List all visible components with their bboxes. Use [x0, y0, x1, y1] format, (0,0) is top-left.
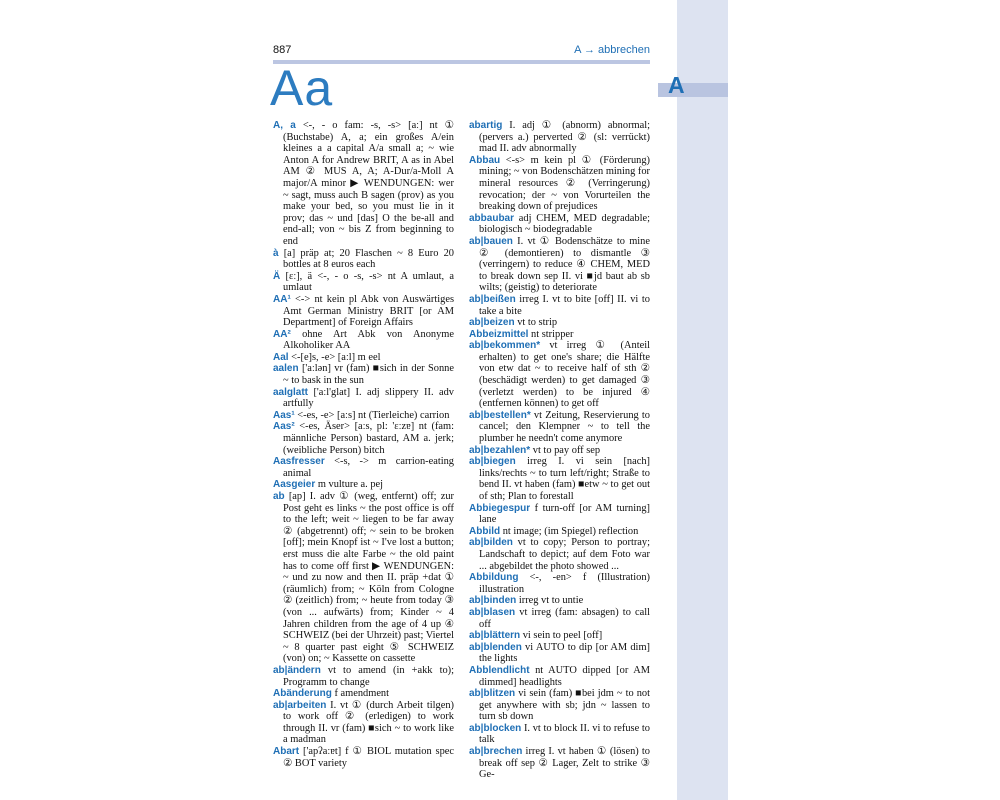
entry-definition: <-> nt kein pl Abk von Auswärtiges Amt German Ministry BRIT [or AM Department] of Foreign Affairs [283, 293, 454, 329]
entry-headword: ab|binden [469, 595, 517, 607]
dictionary-entry [273, 363, 454, 386]
entry-definition: m vulture a. pej [315, 479, 384, 491]
entry-headword: Abbild [469, 525, 501, 537]
entry-definition: I. vt to block II. vi to refuse to talk [479, 722, 650, 746]
dictionary-entry [273, 700, 454, 746]
entry-headword: ab|beißen [469, 293, 516, 305]
entry-definition: I. adj ① (abnorm) abnormal; (pervers a.) perverted ② (sl: verrückt) mad II. adv abnormally [479, 120, 650, 155]
entry-definition: <-, -en> f (Illustration) illustration [479, 572, 650, 595]
entry-headword: Ä [273, 270, 281, 282]
entry-definition: <-, - o fam: -s, -s> [aː] nt ① (Buchstabe) A, a; ein großes A/ein kleines a a capital A/a small a; ~ wie Anton A for Andrew BRIT, A as in Abel AM ② MUS A, A; A-Dur/a-Moll A major/A minor ▶ WENDUNGEN: wer ~ sagt, muss auch B sagen (prov) as you make your bed, so you must lie in it prov; das ~ und [das] O the be-all and end-all; von ~ bis Z from beginning to end [283, 120, 454, 247]
entry-definition: irreg I. vt to bite [off] II. vi to take a bite [479, 293, 650, 317]
entry-headword: ab|arbeiten [273, 699, 327, 711]
entry-headword: ab|blenden [469, 641, 522, 653]
entry-headword: Abblendlicht [469, 664, 530, 676]
entry-headword: abartig [469, 120, 503, 131]
entry-definition: <-[e]s, -e> [aːl] m eel [288, 351, 381, 363]
entry-definition: irreg I. vt haben ① (lösen) to break off sep ② Lager, Zelt to strike ③ Ge- [479, 746, 650, 781]
entry-headword: ab|beizen [469, 317, 515, 329]
entry-definition: irreg I. vi sein [nach] links/rechts ~ to turn left/right; Straße to bend II. vt haben (fam) ■etw ~ to get out of sth; Plan to forestall [479, 456, 650, 502]
entry-definition: I. vt ① (durch Arbeit tilgen) to work off ② (erledigen) to work through II. vr (fam) ■sich ~ to work like a madman [283, 699, 454, 746]
entry-definition: ['aːl'glat] I. adj slippery II. adv artfully [283, 386, 454, 410]
entry-headword: ab|bauen [469, 235, 513, 247]
dictionary-entry [273, 294, 454, 329]
dictionary-entry [469, 607, 650, 630]
dictionary-entry [469, 746, 650, 781]
entry-headword: aalen [273, 363, 299, 375]
entry-headword: Aas¹ [273, 409, 295, 421]
entry-headword: AA² [273, 328, 291, 340]
entry-definition: nt stripper [528, 328, 574, 340]
entry-definition: <-s, -> m carrion-eating animal [283, 456, 454, 479]
dictionary-entry [469, 665, 650, 688]
entry-definition: <-s> m kein pl ① (Förderung) mining; ~ von Bodenschätzen mining for mineral resources ② (Verringerung) revocation; der ~ von Vorurteilen the breaking down of prejudices [479, 154, 650, 213]
dictionary-entry [273, 479, 454, 491]
entry-definition: vt irreg (fam: absagen) to call off [479, 606, 650, 630]
dictionary-entry [469, 445, 650, 457]
entry-headword: Aasgeier [273, 479, 316, 491]
dictionary-entry [469, 317, 650, 329]
entry-headword: ab|biegen [469, 456, 516, 468]
entry-definition: vt irreg ① (Anteil erhalten) to get one's share; die Hälfte von etw dat ~ to receive half of sth ② (beschädigt werden) to get damaged ③ (verletzt werden) to be injured ④ (entfernen können) to get off [479, 340, 650, 410]
entry-headword: ab|blättern [469, 630, 521, 642]
page-number: 887 [273, 44, 292, 56]
dictionary-entry [273, 746, 454, 769]
entry-headword: Abänderung [273, 688, 332, 700]
dictionary-entry [273, 329, 454, 352]
entry-definition: vt to strip [514, 317, 558, 329]
entry-definition: vi sein (fam) ■bei jdm ~ to not get anywhere with sb; jdn ~ lassen to turn sb down [479, 688, 650, 723]
entry-definition: ohne Art Abk von Anonyme Alkoholiker AA [283, 328, 454, 352]
entry-definition: nt AUTO dipped [or AM dimmed] headlights [479, 664, 650, 688]
entry-definition: ['aːlən] vr (fam) ■sich in der Sonne ~ to bask in the sun [283, 363, 454, 387]
entry-headword: ab|blitzen [469, 688, 516, 700]
dictionary-entry [469, 329, 650, 341]
dictionary-entry [469, 236, 650, 294]
entry-definition: vt to copy; Person to portray; Landschaft to depict; auf dem Foto war ... abgebildet the photo showed ... [479, 537, 650, 572]
entry-definition: I. vt ① Bodenschätze to mine ② (demontieren) to dismantle ③ (verringern) to reduce ④ CHEM, MED to break down sep II. vi ■jd baut ab sb wilts; (geistig) to deteriorate [479, 235, 650, 294]
entry-definition: [ap] I. adv ① (weg, entfernt) off; zur Post geht es links ~ the post office is off to the left; weit ~ liegen to be far away ② (abgetrennt) off; ~ sein to be broken [off]; mein Knopf ist ~ I've lost a button; erst muss die alte Farbe ~ the old paint has to come off first ▶ WENDUNGEN: ~ und zu now and then II. präp +dat ① (räumlich) from; ~ Köln from Cologne ② (zeitlich) from; ~ heute from today ③ (von ... aufwärts) from; Kinder ~ 4 Jahren children from the age of 4 up ④ SCHWEIZ (bei der Uhrzeit) past; Viertel ~ 8 quarter past eight ⑤ SCHWEIZ (von) on; ~ Kassette on cassette [283, 491, 454, 665]
entry-headword: Abbildung [469, 572, 519, 584]
entry-headword: à [273, 247, 279, 259]
entry-definition: ['apʔaːɐt] f ① BIOL mutation spec ② BOT variety [283, 746, 454, 769]
entry-headword: Abbeizmittel [469, 328, 529, 340]
entry-definition: <-es, -e> [aːs] nt (Tierleiche) carrion [294, 409, 450, 421]
entry-headword: ab|bilden [469, 537, 513, 549]
dictionary-entry [273, 120, 454, 248]
dictionary-entry [273, 352, 454, 364]
dictionary-entry [273, 271, 454, 294]
dictionary-entry [469, 537, 650, 572]
entry-headword: Aasfresser [273, 456, 325, 468]
entry-headword: ab|bezahlen* [469, 444, 531, 456]
left-column [273, 120, 454, 769]
entry-definition: irreg vt to untie [516, 595, 584, 607]
dictionary-entry [273, 421, 454, 456]
entry-definition: <-es, Äser> [aːs, pl: 'ɛːzɐ] nt (fam: männliche Person) bastard, AM a. jerk; (weibliche Person) bitch [283, 421, 454, 456]
right-column [469, 120, 650, 781]
dictionary-entry [273, 456, 454, 479]
dictionary-entry [273, 410, 454, 422]
dictionary-entry [469, 503, 650, 526]
entry-headword: Aal [273, 351, 289, 363]
entry-definition: vi sein to peel [off] [520, 630, 603, 642]
entry-headword: abbaubar [469, 212, 515, 224]
entry-headword: ab|blocken [469, 722, 522, 734]
dictionary-entry [469, 572, 650, 595]
entry-definition: vi AUTO to dip [or AM dim] the lights [479, 641, 650, 665]
entry-definition: [ɛː], ä <-, - o -s, -s> nt A umlaut, a umlaut [280, 270, 454, 294]
entry-headword: aalglatt [273, 386, 309, 398]
dictionary-entry [273, 688, 454, 700]
entry-definition: [a] präp at; 20 Flaschen ~ 8 Euro 20 bottles at 8 euros each [278, 247, 454, 271]
entry-headword: ab|brechen [469, 746, 523, 758]
entry-headword: AA¹ [273, 293, 291, 305]
entry-definition: vt Zeitung, Reservierung to cancel; den Klempner ~ to tell the plumber he needn't come anymore [479, 409, 650, 445]
section-letter: Aa [270, 60, 334, 116]
dictionary-entry [469, 723, 650, 746]
dictionary-entry [469, 595, 650, 607]
dictionary-entry [469, 642, 650, 665]
dictionary-entry [469, 456, 650, 502]
thumb-index-strip [677, 0, 728, 800]
dictionary-entry [273, 665, 454, 688]
entry-headword: ab|blasen [469, 606, 516, 618]
entry-definition: f amendment [331, 688, 390, 700]
dictionary-entry [273, 387, 454, 410]
dictionary-entry [469, 294, 650, 317]
entry-headword: ab|bestellen* [469, 409, 531, 421]
entry-definition: adj CHEM, MED degradable; biologisch ~ biodegradable [479, 212, 650, 236]
dictionary-entry [273, 248, 454, 271]
entry-definition: nt image; (im Spiegel) reflection [500, 525, 639, 537]
entry-headword: Abbiegespur [469, 502, 531, 514]
entry-headword: A, a [273, 120, 296, 131]
dictionary-entry [469, 526, 650, 538]
entry-definition: f turn-off [or AM turning] lane [479, 502, 650, 526]
entry-definition: vt to pay off sep [530, 444, 601, 456]
dictionary-entry [469, 213, 650, 236]
dictionary-entry [469, 410, 650, 445]
thumb-index-letter: A [668, 72, 685, 98]
dictionary-entry [469, 120, 650, 155]
running-head: A → abbrechen [574, 44, 650, 56]
entry-headword: Aas² [273, 421, 295, 433]
entry-headword: ab|ändern [273, 664, 321, 676]
dictionary-entry [469, 688, 650, 723]
dictionary-entry [273, 491, 454, 665]
entry-headword: Abart [273, 746, 300, 758]
entry-headword: ab|bekommen* [469, 340, 541, 352]
dictionary-entry [469, 155, 650, 213]
entry-headword: ab [273, 491, 285, 502]
dictionary-entry [469, 630, 650, 642]
entry-headword: Abbau [469, 154, 501, 166]
dictionary-entry [469, 340, 650, 410]
entry-definition: vt to amend (in +akk to); Programm to change [283, 664, 454, 688]
